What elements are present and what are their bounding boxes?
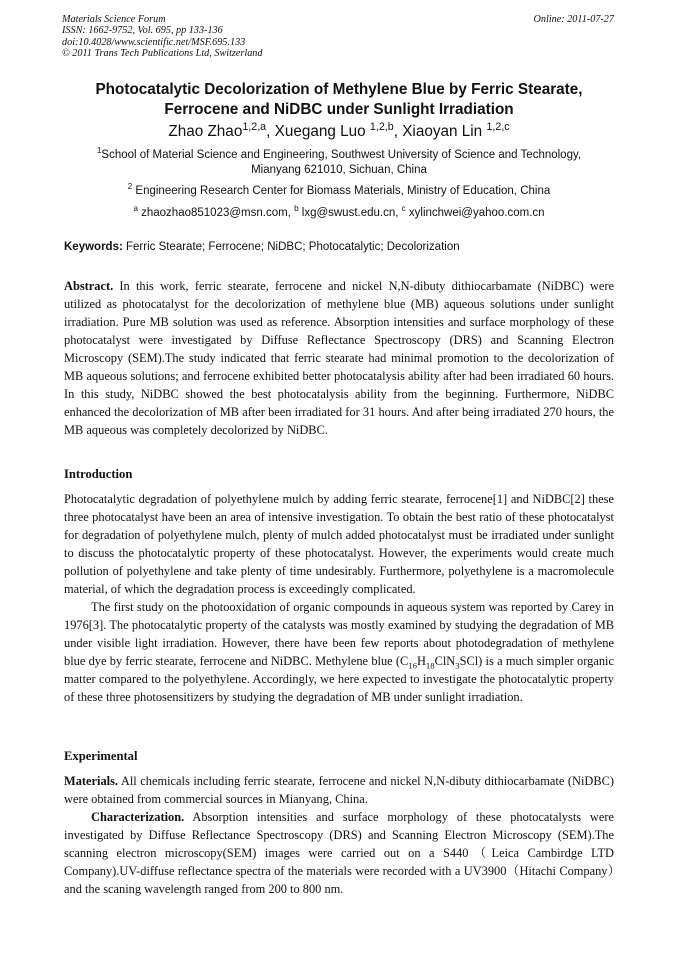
formula-subscript: 18 <box>425 660 435 671</box>
email-line <box>40 206 638 221</box>
author-affiliation-sup: 1,2,b <box>369 120 394 133</box>
keywords-text: Ferric Stearate; Ferrocene; NiDBC; Photocatalytic; Decolorization <box>122 241 460 253</box>
intro-p2-text: H <box>416 654 426 668</box>
abstract-text: In this work, ferric stearate, ferrocene and nickel N,N-dibuty dithiocarbamate (NiDBC) were utilized as photocatalyst for the decolorization of methylene blue (MB) aqueous solutions under sunlight irradiation. Pure MB solution was used as reference. Absorption intensities and surface morphology of these photocatalyst were investigated by Diffuse Reflectance Spectroscopy (DRS) and Scanning Electron Microscopy (SEM).The study indicated that ferric stearate had minimal promotion to the decolorization of MB aqueous solutions; and ferrocene exhibited better photocatalysis ability after had been irradiated 60 hours. In this study, NiDBC showed the best photocatalysis ability from the beginning. Furthermore, NiDBC enhanced the decolorization of MB after been irradiated for 31 hours. And after being irradiated 270 hours, the MB aqueous was completely decolorized by NiDBC. <box>64 279 614 437</box>
author-name: Xuegang Luo <box>274 123 370 140</box>
journal-header <box>62 14 262 60</box>
issn-line: ISSN: 1662-9752, Vol. 695, pp 133-136 <box>62 25 223 37</box>
intro-p2-text: The first study on the photooxidation of organic compounds in aqueous system was reported by Carey in 1976[3]. The photocatalytic property of the catalysts was mostly examined by studying the degradation of MB under visible light irradiation. However, there have been few reports about photodegradation of methylene blue dye by ferric stearate, ferrocene and NiDBC. Methylene blue (C <box>64 600 614 668</box>
doi-line: doi:10.4028/www.scientific.net/MSF.695.133 <box>62 36 246 48</box>
title-line-2: Ferrocene and NiDBC under Sunlight Irradiation <box>164 100 514 118</box>
materials-label: Materials. <box>64 774 119 788</box>
affiliation-1-line-2: Mianyang 621010, Sichuan, China <box>251 164 427 176</box>
author-affiliation-sup: 1,2,a <box>242 120 267 133</box>
author-separator: , <box>266 123 275 140</box>
introduction-paragraph-1: Photocatalytic degradation of polyethylene mulch by adding ferric stearate, ferrocene[1] and NiDBC[2] these three photocatalyst have been an area of intensive investigation. To obtain the best ratio of these photocatalyst for degradation of polyethylene mulch, plenty of mulch added photocatalyst must be irradiated under sunlight to discuss the photocatalytic property of these photocatalyst. However, the experiments would create much pollution of polyethylene and take plenty of time undesirably. Furthermore, polyethylene is a macromolecule material, of which the degradation process is exceedingly complicated. <box>64 492 614 596</box>
introduction-paragraph-2 <box>64 598 614 706</box>
characterization-label: Characterization. <box>91 810 185 824</box>
affiliation-2-sup: 2 <box>127 182 133 192</box>
copyright-line: © 2011 Trans Tech Publications Ltd, Switzerland <box>62 48 263 60</box>
email-c: xylinchwei@yahoo.com.cn <box>405 207 545 219</box>
experimental-section <box>64 772 614 898</box>
introduction-section <box>64 490 614 706</box>
keywords-line <box>64 241 460 253</box>
affiliation-1-sup: 1 <box>96 146 102 156</box>
author-separator: , <box>393 123 403 140</box>
affiliation-2 <box>40 184 638 199</box>
abstract-label: Abstract. <box>64 279 114 293</box>
email-a: zhaozhao851023@msn.com, <box>137 207 295 219</box>
materials-paragraph <box>64 772 614 808</box>
author-name: Xiaoyan Lin <box>402 123 487 140</box>
affiliation-2-text: Engineering Research Center for Biomass Materials, Ministry of Education, China <box>132 185 551 197</box>
experimental-heading: Experimental <box>64 749 138 763</box>
email-b: lxg@swust.edu.cn, <box>298 207 402 219</box>
email-a-sup: a <box>133 204 138 214</box>
intro-p2-text: SCl) is a much simpler organic matter compared to the polyethylene. Accordingly, we here expected to investigate the photocatalytic property of these three photosensitizers by studying the degradation of MB under sunlight irradiation. <box>64 654 614 704</box>
characterization-text: Absorption intensities and surface morphology of these photocatalysts were investigated by Diffuse Reflectance Spectroscopy (DRS) and Scanning Electron Microscopy (SEM).The scanning electron microscopy(SEM) images were carried out on a S440（Leica Cambirdge LTD Company).UV-diffuse reflectance spectra of the materials were recorded with a UV3900（Hitachi Company）and the scaning wavelength ranged from 200 to 800 nm. <box>64 810 614 896</box>
paper-title <box>40 80 638 119</box>
keywords-label: Keywords: <box>64 241 123 253</box>
affiliation-1 <box>40 148 638 178</box>
online-date: Online: 2011-07-27 <box>533 14 614 25</box>
formula-subscript: 16 <box>408 660 417 671</box>
abstract-section <box>64 277 614 439</box>
affiliation-1-line-1: School of Material Science and Engineering, Southwest University of Science and Technology, <box>101 149 582 161</box>
intro-p2-text: ClN <box>434 654 456 668</box>
email-c-sup: c <box>401 204 406 214</box>
characterization-paragraph <box>64 808 614 898</box>
title-line-1: Photocatalytic Decolorization of Methylene Blue by Ferric Stearate, <box>95 81 583 98</box>
introduction-heading: Introduction <box>64 467 133 481</box>
journal-name: Materials Science Forum <box>62 14 166 25</box>
author-affiliation-sup: 1,2,c <box>486 120 510 133</box>
author-name: Zhao Zhao <box>168 123 243 140</box>
author-list <box>40 122 638 142</box>
formula-subscript: 3 <box>455 660 460 671</box>
email-b-sup: b <box>294 204 299 214</box>
materials-text: All chemicals including ferric stearate, ferrocene and nickel N,N-dibuty dithiocarbamate (NiDBC) were obtained from commercial sources in Mianyang, China. <box>64 774 614 806</box>
